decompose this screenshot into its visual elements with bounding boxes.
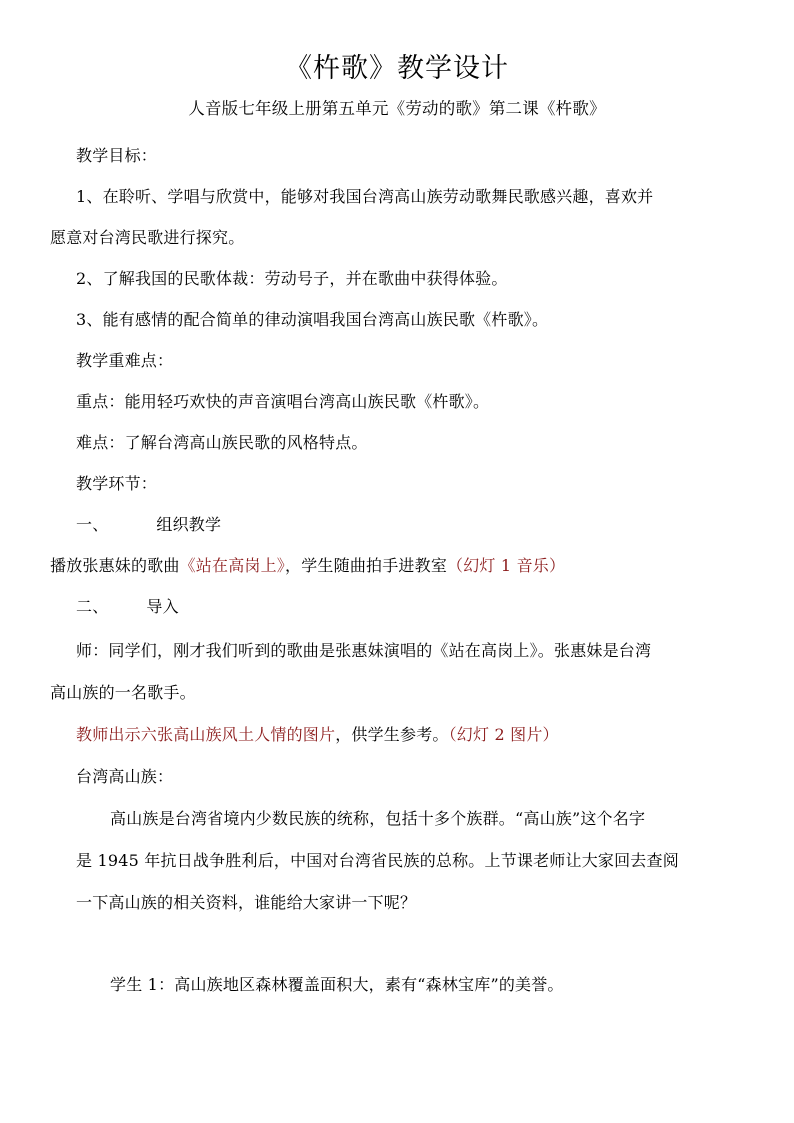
- teacher-show-pictures: [76, 725, 559, 745]
- difficult-point: 难点：了解台湾高山族民歌的风格特点。: [76, 433, 368, 452]
- objective-1-line-2: 愿意对台湾民歌进行探究。: [50, 228, 245, 247]
- section-1-note: （幻灯 1 音乐）: [447, 556, 566, 575]
- document-title: 《杵歌》教学设计: [285, 53, 509, 84]
- section-1-heading: [76, 515, 221, 535]
- objective-3: 3、能有感情的配合简单的律动演唱我国台湾高山族民歌《杵歌》。: [76, 310, 549, 329]
- document-subtitle: 人音版七年级上册第五单元《劳动的歌》第二课《杵歌》: [188, 99, 606, 118]
- teacher-show-note: （幻灯 2 图片）: [448, 725, 559, 744]
- teacher-line-2: 高山族的一名歌手。: [50, 683, 196, 702]
- gaoshan-paragraph-line-3: 一下高山族的相关资料，谁能给大家讲一下呢？: [76, 893, 417, 912]
- section-1-pre: 播放张惠妹的歌曲: [50, 556, 180, 575]
- section-1-number: 一、: [76, 515, 109, 534]
- section-1-title: 组织教学: [156, 515, 222, 534]
- process-heading: 教学环节：: [76, 474, 158, 493]
- objective-1-line-1: 1、在聆听、学唱与欣赏中，能够对我国台湾高山族劳动歌舞民歌感兴趣，喜欢并: [76, 187, 654, 206]
- objective-2: 2、了解我国的民歌体裁：劳动号子，并在歌曲中获得体验。: [76, 269, 508, 288]
- teacher-show-rest: ，供学生参考。: [335, 725, 449, 744]
- teacher-show-red: 教师出示六张高山族风土人情的图片: [76, 725, 336, 744]
- difficulties-heading: 教学重难点：: [76, 351, 174, 370]
- objectives-heading: 教学目标：: [76, 146, 158, 165]
- section-1-body: [50, 556, 565, 576]
- teacher-line-1: 师：同学们，刚才我们听到的歌曲是张惠妹演唱的《站在高岗上》。张惠妹是台湾: [76, 641, 652, 660]
- section-1-song: 《站在高岗上》: [179, 556, 286, 575]
- student-1-answer: 学生 1：高山族地区森林覆盖面积大，素有“森林宝库”的美誉。: [110, 975, 564, 994]
- gaoshan-paragraph-line-2: 是 1945 年抗日战争胜利后，中国对台湾省民族的总称。上节课老师让大家回去查阅: [76, 851, 679, 870]
- section-2-number: 二、: [76, 597, 109, 616]
- section-1-mid: ，学生随曲拍手进教室: [285, 556, 448, 575]
- gaoshan-paragraph-line-1: 高山族是台湾省境内少数民族的统称，包括十多个族群。“高山族”这个名字: [110, 809, 646, 828]
- section-2-heading: [76, 597, 179, 617]
- key-point: 重点：能用轻巧欢快的声音演唱台湾高山族民歌《杵歌》。: [76, 392, 490, 411]
- gaoshan-heading: 台湾高山族：: [76, 767, 174, 786]
- section-2-title: 导入: [146, 597, 179, 616]
